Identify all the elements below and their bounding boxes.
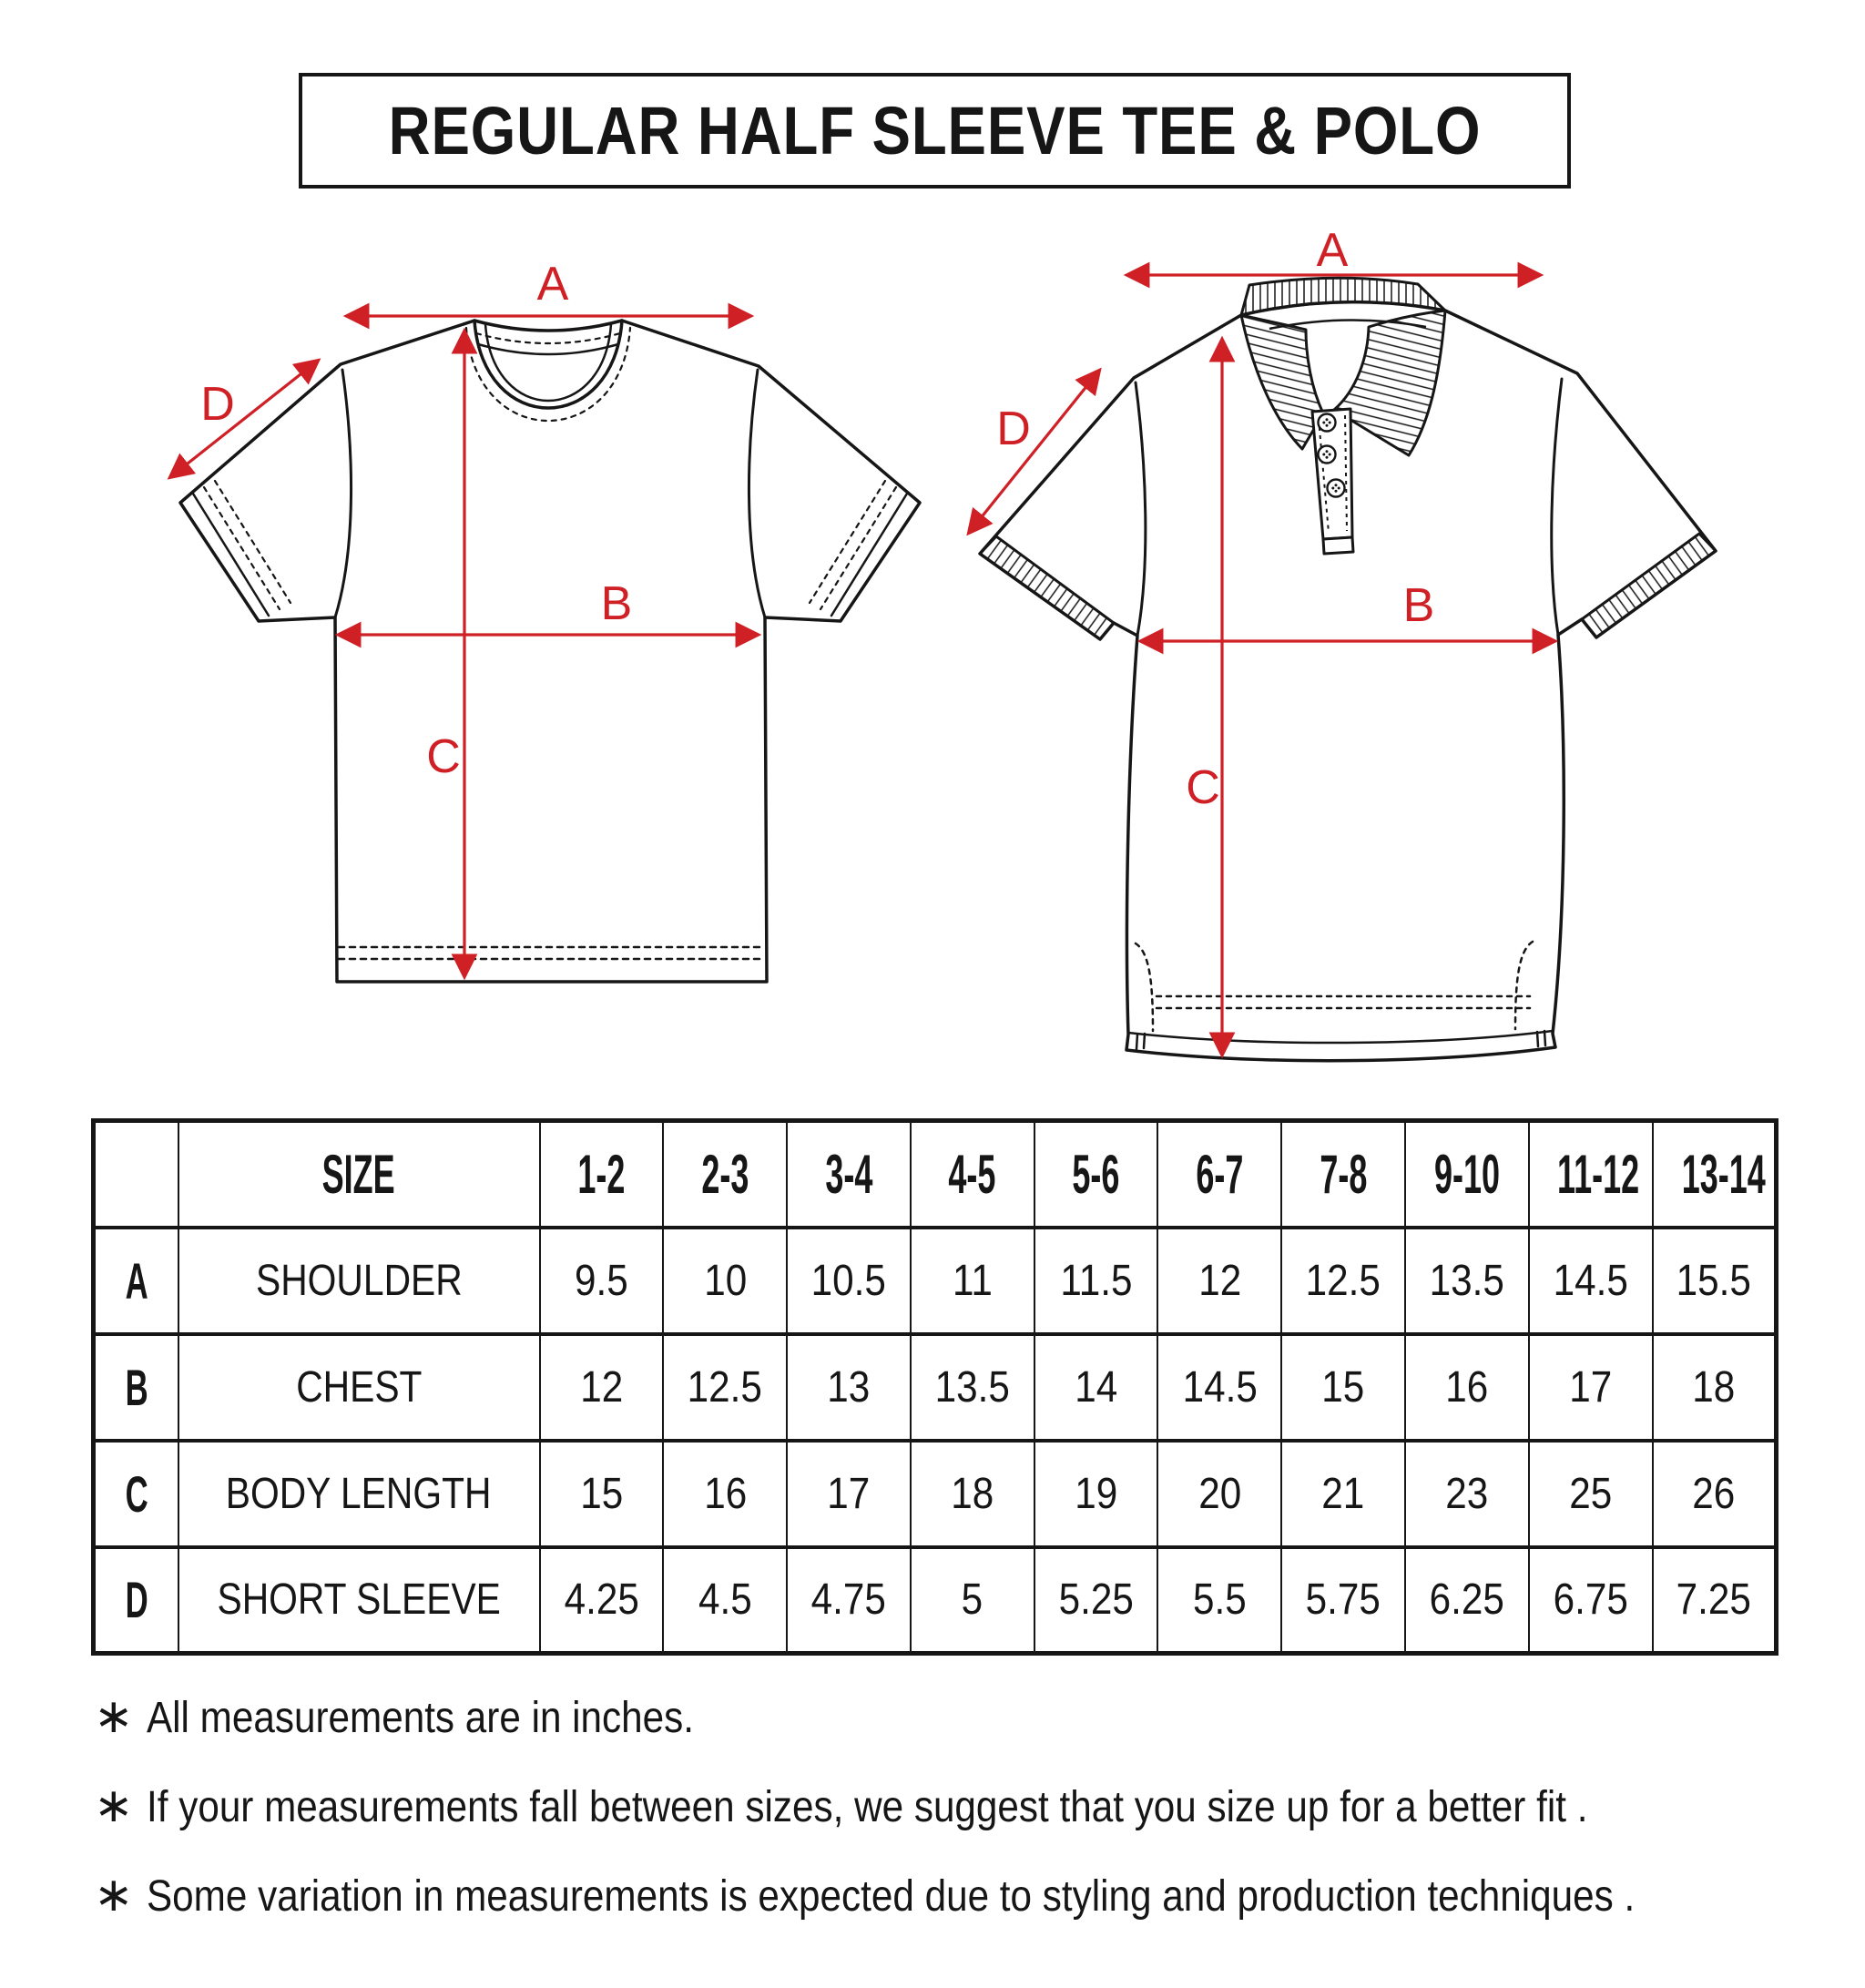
measure-value-cell bbox=[1281, 1441, 1405, 1547]
measure-value-cell-label: 5.25 bbox=[1058, 1575, 1134, 1625]
measure-value-cell bbox=[1034, 1547, 1158, 1654]
measure-value-cell-label: 15 bbox=[579, 1469, 623, 1518]
row-letter-cell bbox=[94, 1334, 178, 1441]
measure-value-cell-label: 23 bbox=[1445, 1469, 1489, 1518]
row-measure-name-cell-label: SHOULDER bbox=[255, 1256, 463, 1305]
tee-outline bbox=[180, 321, 920, 982]
measure-value-cell bbox=[1529, 1441, 1653, 1547]
size-header-label: 2-3 bbox=[701, 1143, 749, 1205]
measure-value-cell-label: 20 bbox=[1197, 1469, 1241, 1518]
note-text: If your measurements fall between sizes, we suggest that you size up for a better fit . bbox=[147, 1783, 1588, 1831]
measure-value-cell bbox=[787, 1547, 911, 1654]
size-header-cell bbox=[1157, 1121, 1281, 1228]
measure-value-cell bbox=[1157, 1228, 1281, 1334]
measure-value-cell-label: 6.25 bbox=[1429, 1575, 1505, 1625]
measure-value-cell-label: 14.5 bbox=[1553, 1256, 1628, 1305]
size-header-label: 1-2 bbox=[577, 1143, 626, 1205]
asterisk-bullet: ∗ bbox=[94, 1869, 134, 1922]
measure-value-cell bbox=[1034, 1441, 1158, 1547]
measure-value-cell-label: 12.5 bbox=[688, 1362, 763, 1412]
measure-value-cell-label: 13.5 bbox=[1429, 1256, 1505, 1305]
measure-value-cell bbox=[787, 1228, 911, 1334]
measure-value-cell bbox=[1653, 1441, 1777, 1547]
row-measure-name-cell bbox=[178, 1547, 540, 1654]
size-header-cell bbox=[1034, 1121, 1158, 1228]
tee-diagram bbox=[127, 209, 947, 1075]
tee-label-c: C bbox=[426, 730, 461, 783]
row-letter-cell-label: A bbox=[125, 1251, 148, 1310]
measure-value-cell bbox=[1529, 1334, 1653, 1441]
size-table-row bbox=[94, 1547, 1777, 1654]
measure-value-cell bbox=[1653, 1334, 1777, 1441]
measure-value-cell bbox=[787, 1441, 911, 1547]
measure-value-cell-label: 21 bbox=[1321, 1469, 1365, 1518]
measure-value-cell-label: 19 bbox=[1075, 1469, 1118, 1518]
row-measure-name-cell-label: CHEST bbox=[295, 1362, 423, 1412]
size-header-cell bbox=[1405, 1121, 1529, 1228]
measure-value-cell-label: 26 bbox=[1692, 1469, 1736, 1518]
notes bbox=[94, 1690, 1824, 1958]
asterisk-bullet: ∗ bbox=[94, 1690, 134, 1743]
asterisk-bullet: ∗ bbox=[94, 1779, 134, 1832]
measure-value-cell bbox=[663, 1441, 787, 1547]
row-letter-cell-label: C bbox=[125, 1464, 148, 1523]
polo-label-d: D bbox=[996, 403, 1031, 455]
measure-value-cell-label: 12 bbox=[1197, 1256, 1241, 1305]
measure-value-cell-label: 4.5 bbox=[698, 1575, 752, 1625]
polo-placket-cap bbox=[1323, 537, 1353, 554]
size-header-label: 9-10 bbox=[1433, 1143, 1500, 1205]
tee-label-a: A bbox=[536, 258, 569, 311]
measure-value-cell-label: 18 bbox=[1692, 1362, 1736, 1412]
measure-value-cell-label: 4.75 bbox=[810, 1575, 887, 1625]
note-line-3 bbox=[94, 1869, 1824, 1923]
measure-value-cell-label: 5 bbox=[962, 1575, 983, 1625]
page-title: REGULAR HALF SLEEVE TEE & POLO bbox=[388, 93, 1482, 168]
polo-label-b: B bbox=[1402, 579, 1435, 632]
measure-value-cell bbox=[787, 1334, 911, 1441]
measure-value-cell-label: 11 bbox=[952, 1256, 993, 1305]
polo-label-c: C bbox=[1186, 761, 1220, 814]
note-line-2 bbox=[94, 1779, 1824, 1834]
measure-value-cell-label: 5.5 bbox=[1193, 1575, 1247, 1625]
polo-button-3 bbox=[1328, 480, 1345, 497]
row-letter-cell bbox=[94, 1547, 178, 1654]
measure-value-cell bbox=[663, 1334, 787, 1441]
measure-value-cell bbox=[1157, 1334, 1281, 1441]
measure-value-cell-label: 6.75 bbox=[1553, 1575, 1628, 1625]
row-letter-cell bbox=[94, 1441, 178, 1547]
measure-value-cell bbox=[540, 1441, 664, 1547]
size-header-label: 7-8 bbox=[1320, 1143, 1368, 1205]
measure-value-cell bbox=[1653, 1228, 1777, 1334]
measure-value-cell bbox=[1157, 1441, 1281, 1547]
measure-value-cell bbox=[1034, 1334, 1158, 1441]
measure-value-cell-label: 25 bbox=[1569, 1469, 1613, 1518]
polo-diagram bbox=[929, 200, 1803, 1075]
measure-value-cell-label: 14 bbox=[1075, 1362, 1118, 1412]
measure-value-cell bbox=[1281, 1547, 1405, 1654]
measure-value-cell bbox=[1405, 1441, 1529, 1547]
tee-body-silhouette bbox=[180, 321, 920, 982]
measure-value-cell bbox=[1405, 1547, 1529, 1654]
size-table bbox=[91, 1118, 1778, 1656]
size-header-cell bbox=[663, 1121, 787, 1228]
row-measure-name-cell-label: BODY LENGTH bbox=[226, 1469, 492, 1518]
measure-value-cell bbox=[911, 1547, 1034, 1654]
note-line-1 bbox=[94, 1690, 1824, 1745]
size-header-cell bbox=[787, 1121, 911, 1228]
row-measure-name-cell bbox=[178, 1334, 540, 1441]
size-header-label: 6-7 bbox=[1196, 1143, 1244, 1205]
polo-button-1 bbox=[1319, 414, 1336, 432]
measure-value-cell-label: 5.75 bbox=[1306, 1575, 1381, 1625]
size-column-header: SIZE bbox=[178, 1121, 540, 1228]
corner-cell bbox=[94, 1121, 178, 1228]
polo-label-a: A bbox=[1316, 224, 1349, 277]
measure-value-cell-label: 15 bbox=[1321, 1362, 1365, 1412]
measure-value-cell-label: 11.5 bbox=[1060, 1256, 1133, 1305]
measure-value-cell bbox=[540, 1547, 664, 1654]
measure-value-cell-label: 16 bbox=[703, 1469, 747, 1518]
measure-value-cell-label: 4.25 bbox=[564, 1575, 639, 1625]
size-table-header-row bbox=[94, 1121, 1777, 1228]
size-header-cell bbox=[540, 1121, 664, 1228]
size-header-label: 13-14 bbox=[1681, 1143, 1766, 1205]
note-text: All measurements are in inches. bbox=[147, 1694, 695, 1742]
measure-value-cell-label: 12 bbox=[579, 1362, 623, 1412]
size-table-body bbox=[94, 1228, 1777, 1654]
measure-value-cell-label: 15.5 bbox=[1676, 1256, 1751, 1305]
measure-value-cell bbox=[663, 1547, 787, 1654]
measure-value-cell-label: 12.5 bbox=[1306, 1256, 1381, 1305]
size-header-label: 5-6 bbox=[1072, 1143, 1120, 1205]
measure-value-cell bbox=[540, 1334, 664, 1441]
row-letter-cell-label: D bbox=[125, 1571, 148, 1629]
row-measure-name-cell bbox=[178, 1441, 540, 1547]
size-header-cell bbox=[1529, 1121, 1653, 1228]
measure-value-cell-label: 16 bbox=[1445, 1362, 1489, 1412]
tee-label-d: D bbox=[200, 378, 235, 431]
row-measure-name-cell bbox=[178, 1228, 540, 1334]
measure-value-cell-label: 13.5 bbox=[934, 1362, 1010, 1412]
measure-value-cell bbox=[1281, 1334, 1405, 1441]
measure-value-cell-label: 14.5 bbox=[1182, 1362, 1258, 1412]
measure-value-cell bbox=[1529, 1228, 1653, 1334]
size-table-row bbox=[94, 1441, 1777, 1547]
measure-value-cell bbox=[1281, 1228, 1405, 1334]
measure-value-cell bbox=[540, 1228, 664, 1334]
measure-value-cell bbox=[663, 1228, 787, 1334]
size-header-cell bbox=[1281, 1121, 1405, 1228]
measure-value-cell-label: 10.5 bbox=[810, 1256, 887, 1305]
title-box bbox=[299, 73, 1571, 189]
size-table-row bbox=[94, 1334, 1777, 1441]
size-header-label: 3-4 bbox=[824, 1143, 872, 1205]
tee-label-b: B bbox=[600, 577, 633, 630]
measure-value-cell-label: 18 bbox=[951, 1469, 994, 1518]
measure-value-cell-label: 7.25 bbox=[1676, 1575, 1751, 1625]
measure-value-cell-label: 10 bbox=[703, 1256, 747, 1305]
row-letter-cell bbox=[94, 1228, 178, 1334]
size-header-label: 4-5 bbox=[948, 1143, 996, 1205]
measure-value-cell bbox=[1653, 1547, 1777, 1654]
polo-button-2 bbox=[1319, 446, 1336, 464]
size-table-row bbox=[94, 1228, 1777, 1334]
measure-value-cell bbox=[1405, 1228, 1529, 1334]
measure-value-cell-label: 9.5 bbox=[575, 1256, 628, 1305]
size-header-cell bbox=[911, 1121, 1034, 1228]
measure-value-cell-label: 17 bbox=[1569, 1362, 1613, 1412]
note-text: Some variation in measurements is expected due to styling and production techniques . bbox=[147, 1872, 1636, 1921]
measure-value-cell bbox=[1405, 1334, 1529, 1441]
measure-value-cell bbox=[1034, 1228, 1158, 1334]
measure-value-cell-label: 17 bbox=[827, 1469, 871, 1518]
measure-value-cell bbox=[1529, 1547, 1653, 1654]
measure-value-cell bbox=[911, 1334, 1034, 1441]
measure-value-cell bbox=[911, 1228, 1034, 1334]
row-letter-cell-label: B bbox=[125, 1358, 148, 1416]
measure-value-cell bbox=[1157, 1547, 1281, 1654]
size-header-label: 11-12 bbox=[1556, 1143, 1639, 1205]
row-measure-name-cell-label: SHORT SLEEVE bbox=[217, 1575, 501, 1625]
size-header-cell bbox=[1653, 1121, 1777, 1228]
measure-value-cell-label: 13 bbox=[827, 1362, 871, 1412]
measure-value-cell bbox=[911, 1441, 1034, 1547]
